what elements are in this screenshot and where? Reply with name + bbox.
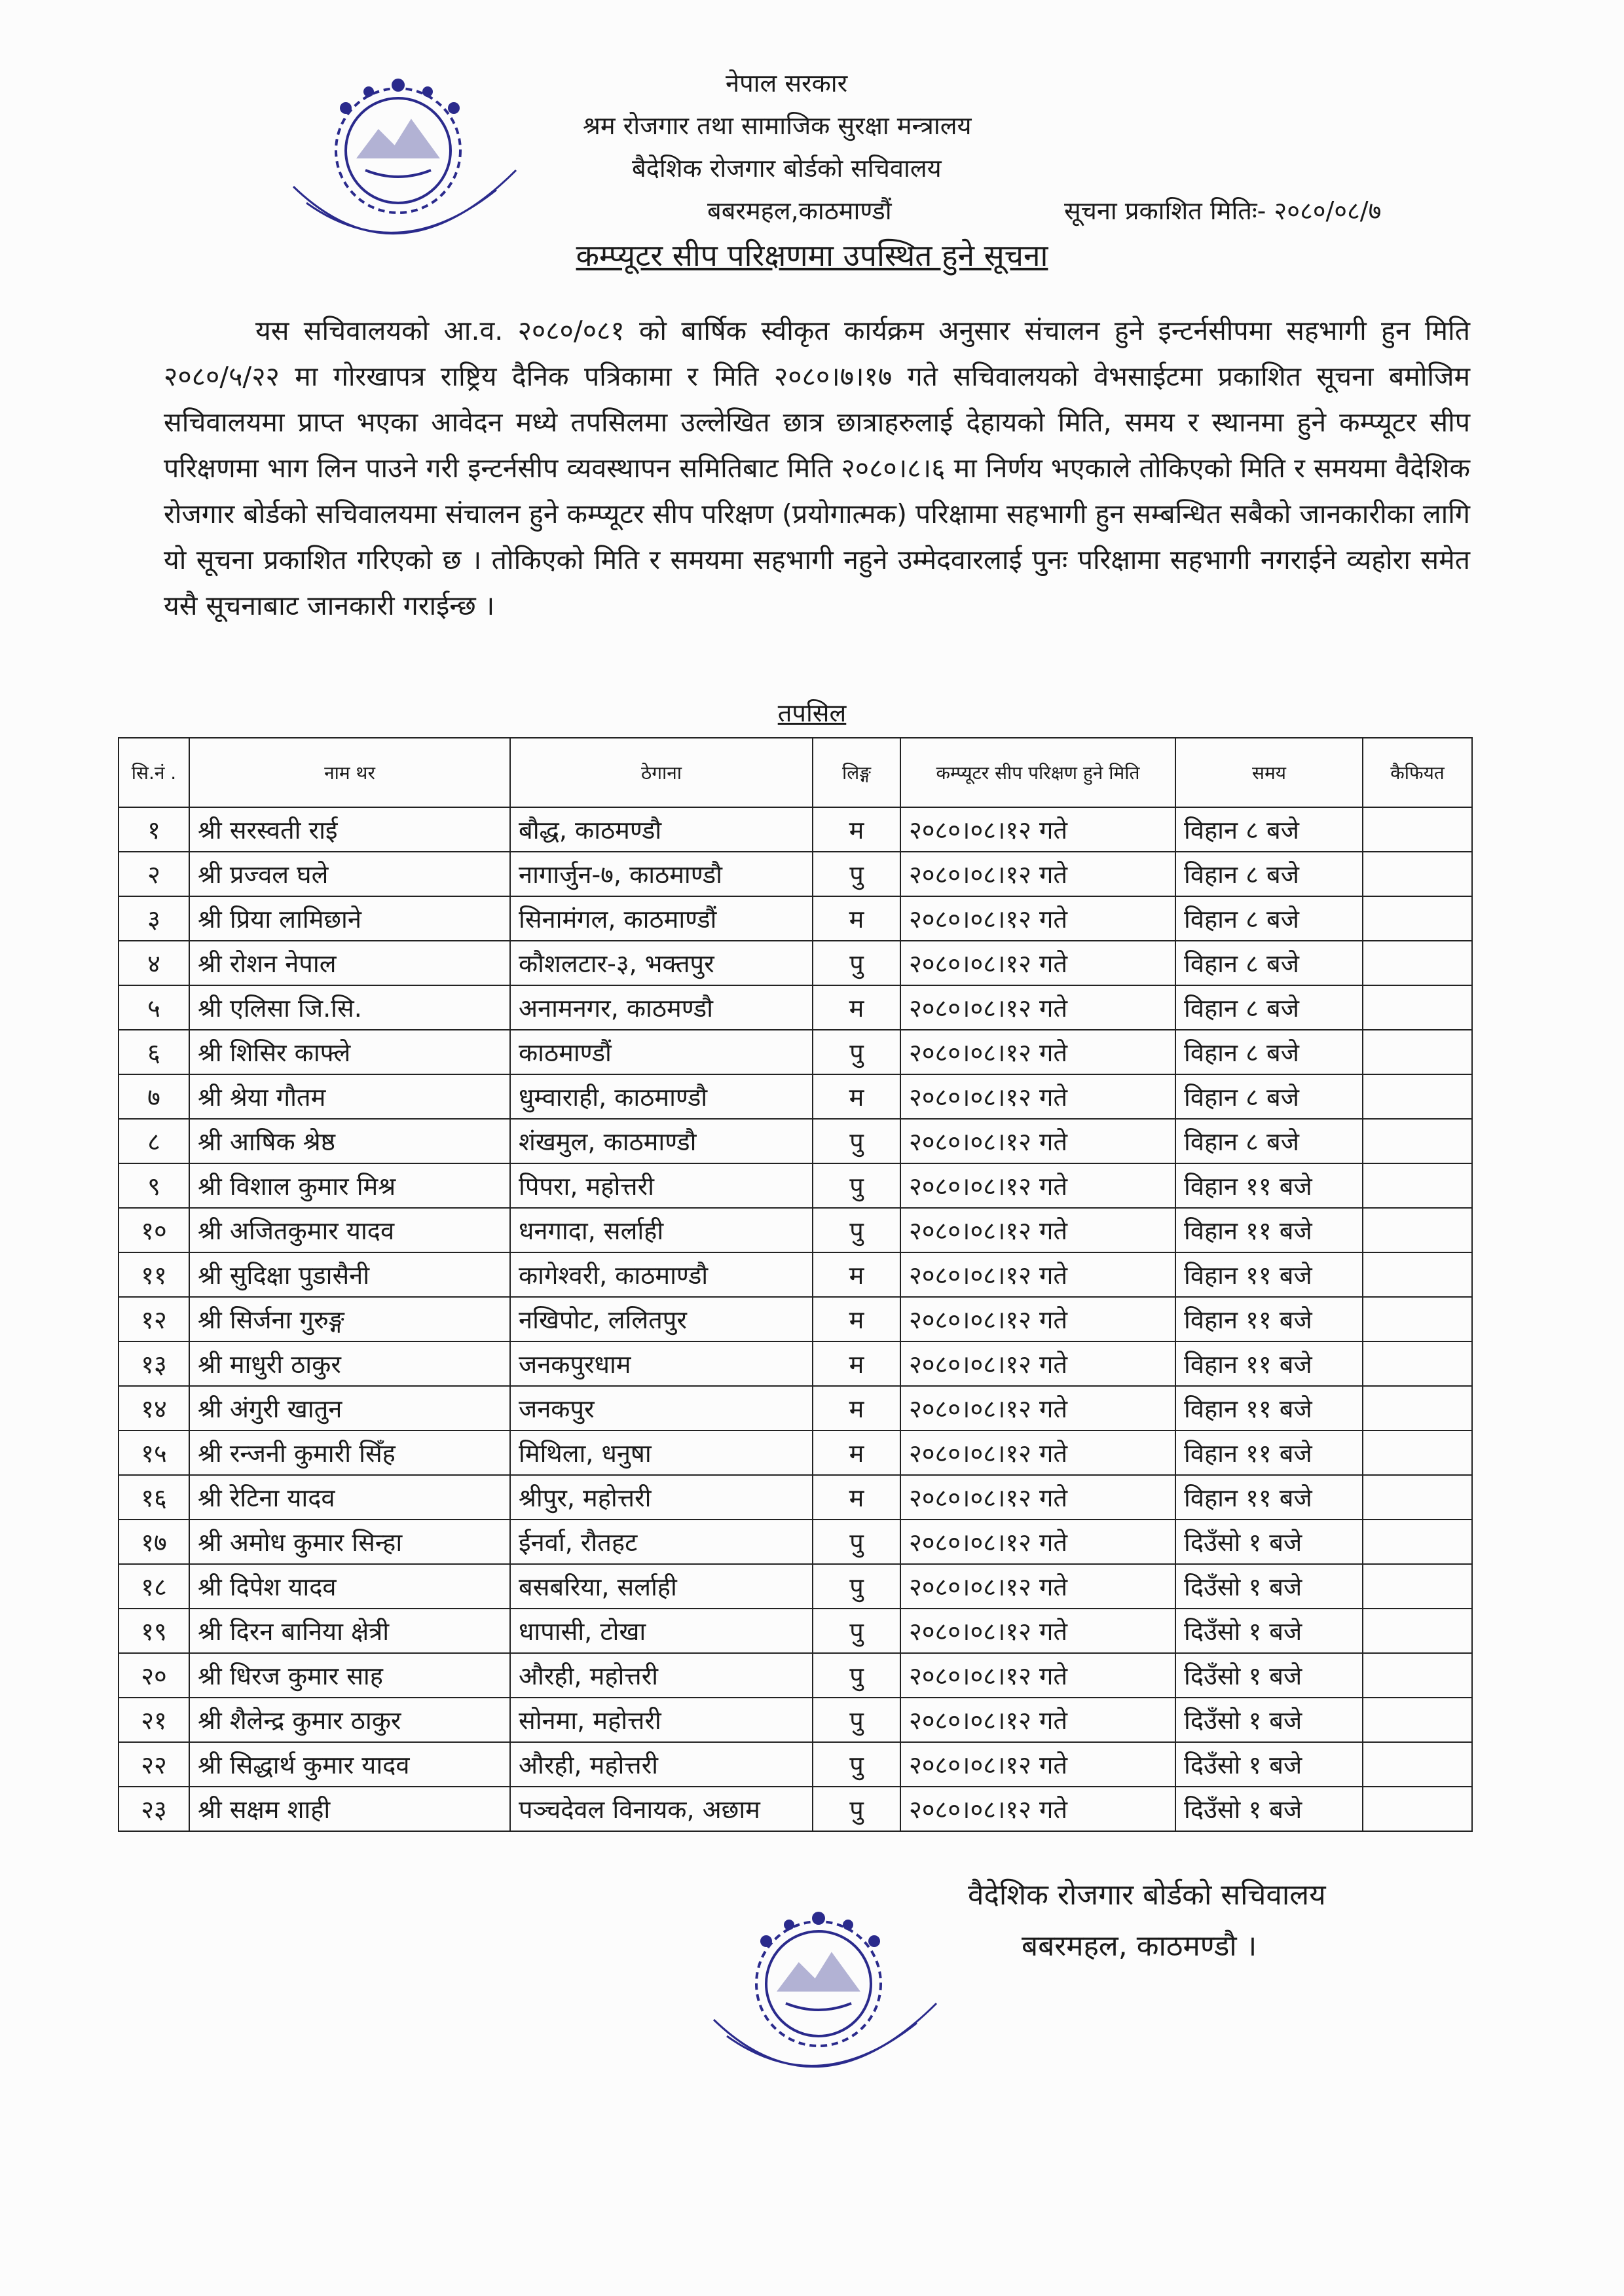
cell-name: श्री आषिक श्रेष्ठ: [189, 1119, 510, 1163]
cell-remarks: [1363, 985, 1472, 1030]
cell-time: दिउँसो १ बजे: [1175, 1742, 1363, 1787]
cell-gender: म: [813, 1074, 900, 1119]
cell-name: श्री विशाल कुमार मिश्र: [189, 1163, 510, 1208]
cell-name: श्री सिर्जना गुरुङ्ग: [189, 1297, 510, 1341]
table-row: [119, 1787, 1472, 1831]
cell-remarks: [1363, 1030, 1472, 1074]
col-remarks: कैफियत: [1363, 738, 1472, 807]
table-row: [119, 1208, 1472, 1252]
cell-time: विहान ८ बजे: [1175, 1074, 1363, 1119]
cell-serial: २१: [119, 1698, 189, 1742]
cell-address: ईनर्वा, रौतहट: [510, 1520, 813, 1564]
cell-serial: ५: [119, 985, 189, 1030]
cell-address: अनामनगर, काठमण्डौ: [510, 985, 813, 1030]
cell-address: शंखमुल, काठमाण्डौ: [510, 1119, 813, 1163]
cell-gender: म: [813, 807, 900, 852]
cell-address: जनकपुर: [510, 1386, 813, 1430]
cell-time: दिउँसो १ बजे: [1175, 1653, 1363, 1698]
cell-address: पिपरा, महोत्तरी: [510, 1163, 813, 1208]
cell-address: श्रीपुर, महोत्तरी: [510, 1475, 813, 1520]
cell-serial: १५: [119, 1430, 189, 1475]
table-row: [119, 1430, 1472, 1475]
cell-remarks: [1363, 1252, 1472, 1297]
cell-test-date: २०८०।०८।१२ गते: [900, 1030, 1175, 1074]
cell-name: श्री सुदिक्षा पुडासैनी: [189, 1252, 510, 1297]
cell-test-date: २०८०।०८।१२ गते: [900, 1564, 1175, 1609]
col-test-date: कम्प्यूटर सीप परिक्षण हुने मिति: [900, 738, 1175, 807]
candidate-table: [118, 737, 1473, 1832]
cell-test-date: २०८०।०८।१२ गते: [900, 1386, 1175, 1430]
published-date: सूचना प्रकाशित मितिः- २०८०/०८/७: [1064, 196, 1382, 225]
cell-time: दिउँसो १ बजे: [1175, 1787, 1363, 1831]
table-row: [119, 1341, 1472, 1386]
cell-time: विहान ११ बजे: [1175, 1430, 1363, 1475]
cell-name: श्री सरस्वती राई: [189, 807, 510, 852]
cell-remarks: [1363, 1074, 1472, 1119]
cell-gender: म: [813, 1430, 900, 1475]
footer-location: बबरमहल, काठमण्डौ ।: [1022, 1929, 1257, 1963]
cell-serial: ४: [119, 941, 189, 985]
cell-name: श्री माधुरी ठाकुर: [189, 1341, 510, 1386]
cell-serial: १८: [119, 1564, 189, 1609]
notice-body: यस सचिवालयको आ.व. २०८०/०८१ को बार्षिक स्वीकृत कार्यक्रम अनुसार संचालन हुने इन्टर्नसीपमा सहभागी हुन मिति २०८०/५/२२ मा गोरखापत्र राष्ट्रिय दैनिक पत्रिकामा र मिति २०८०।७।१७ गते सचिवालयको वेभसाईटमा प्रकाशित सूचना बमोजिम सचिवालयमा प्राप्त भएका आवेदन मध्ये तपसिलमा उल्लेखित छात्र छात्राहरुलाई देहायको मिति, समय र स्थानमा हुने कम्प्यूटर सीप परिक्षणमा भाग लिन पाउने गरी इन्टर्नसीप व्यवस्थापन समितिबाट मिति २०८०।८।६ मा निर्णय भएकाले तोकिएको मिति र समयमा वैदेशिक रोजगार बोर्डको सचिवालयमा संचालन हुने कम्प्यूटर सीप परिक्षण (प्रयोगात्मक) परिक्षामा सहभागी हुन सम्बन्धित सबैको जानकारीका लागि यो सूचना प्रकाशित गरिएको छ । तोकिएको मिति र समयमा सहभागी नहुने उम्मेदवारलाई पुनः परिक्षामा सहभागी नगराईने व्यहोरा समेत यसै सूचनाबाट जानकारी गराईन्छ ।: [164, 315, 1470, 621]
cell-serial: २३: [119, 1787, 189, 1831]
cell-time: विहान ८ बजे: [1175, 852, 1363, 896]
cell-test-date: २०८०।०८।१२ गते: [900, 1609, 1175, 1653]
table-row: [119, 1475, 1472, 1520]
cell-test-date: २०८०।०८।१२ गते: [900, 1119, 1175, 1163]
cell-remarks: [1363, 1609, 1472, 1653]
cell-address: पञ्चदेवल विनायक, अछाम: [510, 1787, 813, 1831]
cell-address: बसबरिया, सर्लाही: [510, 1564, 813, 1609]
cell-remarks: [1363, 1119, 1472, 1163]
cell-test-date: २०८०।०८।१२ गते: [900, 1653, 1175, 1698]
cell-gender: पु: [813, 1787, 900, 1831]
cell-name: श्री दिरन बानिया क्षेत्री: [189, 1609, 510, 1653]
cell-time: दिउँसो १ बजे: [1175, 1609, 1363, 1653]
cell-test-date: २०८०।०८।१२ गते: [900, 1520, 1175, 1564]
cell-name: श्री दिपेश यादव: [189, 1564, 510, 1609]
cell-address: मिथिला, धनुषा: [510, 1430, 813, 1475]
cell-serial: १४: [119, 1386, 189, 1430]
header-ministry: श्रम रोजगार तथा सामाजिक सुरक्षा मन्त्रालय: [583, 111, 972, 140]
table-row: [119, 1698, 1472, 1742]
cell-time: विहान ८ बजे: [1175, 941, 1363, 985]
cell-gender: पु: [813, 1119, 900, 1163]
cell-test-date: २०८०।०८।१२ गते: [900, 852, 1175, 896]
cell-serial: ३: [119, 896, 189, 941]
table-row: [119, 1119, 1472, 1163]
cell-gender: म: [813, 985, 900, 1030]
cell-gender: पु: [813, 1520, 900, 1564]
cell-time: विहान ११ बजे: [1175, 1341, 1363, 1386]
table-row: [119, 1252, 1472, 1297]
col-time: समय: [1175, 738, 1363, 807]
table-row: [119, 1564, 1472, 1609]
cell-gender: पु: [813, 1163, 900, 1208]
cell-test-date: २०८०।०८।१२ गते: [900, 1074, 1175, 1119]
cell-time: विहान ११ बजे: [1175, 1208, 1363, 1252]
cell-remarks: [1363, 807, 1472, 852]
cell-time: विहान ११ बजे: [1175, 1297, 1363, 1341]
cell-name: श्री प्रिया लामिछाने: [189, 896, 510, 941]
cell-serial: २२: [119, 1742, 189, 1787]
cell-time: विहान ११ बजे: [1175, 1252, 1363, 1297]
cell-remarks: [1363, 1475, 1472, 1520]
cell-test-date: २०८०।०८।१२ गते: [900, 1430, 1175, 1475]
cell-serial: ७: [119, 1074, 189, 1119]
table-row: [119, 985, 1472, 1030]
cell-serial: १०: [119, 1208, 189, 1252]
cell-name: श्री धिरज कुमार साह: [189, 1653, 510, 1698]
cell-remarks: [1363, 1341, 1472, 1386]
cell-name: श्री प्रज्वल घले: [189, 852, 510, 896]
cell-remarks: [1363, 1698, 1472, 1742]
cell-gender: पु: [813, 1653, 900, 1698]
cell-remarks: [1363, 1564, 1472, 1609]
table-header-row: [119, 738, 1472, 807]
table-row: [119, 941, 1472, 985]
table-row: [119, 1163, 1472, 1208]
cell-address: कौशलटार-३, भक्तपुर: [510, 941, 813, 985]
table-row: [119, 852, 1472, 896]
table-row: [119, 1386, 1472, 1430]
cell-address: धापासी, टोखा: [510, 1609, 813, 1653]
cell-address: सोनमा, महोत्तरी: [510, 1698, 813, 1742]
cell-address: बौद्ध, काठमण्डौ: [510, 807, 813, 852]
cell-remarks: [1363, 896, 1472, 941]
cell-remarks: [1363, 1430, 1472, 1475]
header-government: नेपाल सरकार: [726, 69, 848, 98]
cell-name: श्री सिद्धार्थ कुमार यादव: [189, 1742, 510, 1787]
cell-name: श्री अंगुरी खातुन: [189, 1386, 510, 1430]
cell-time: दिउँसो १ बजे: [1175, 1520, 1363, 1564]
cell-time: विहान ११ बजे: [1175, 1475, 1363, 1520]
seal-bottom: [688, 1886, 963, 2121]
cell-time: दिउँसो १ बजे: [1175, 1564, 1363, 1609]
cell-serial: २: [119, 852, 189, 896]
cell-name: श्री अजितकुमार यादव: [189, 1208, 510, 1252]
cell-test-date: २०८०।०८।१२ गते: [900, 1698, 1175, 1742]
cell-name: श्री अमोध कुमार सिन्हा: [189, 1520, 510, 1564]
header-location: बबरमहल,काठमाण्डौं: [707, 196, 892, 225]
cell-test-date: २०८०।०८।१२ गते: [900, 1742, 1175, 1787]
cell-gender: पु: [813, 1742, 900, 1787]
cell-time: विहान ८ बजे: [1175, 1030, 1363, 1074]
cell-serial: १: [119, 807, 189, 852]
col-name: नाम थर: [189, 738, 510, 807]
cell-test-date: २०८०।०८।१२ गते: [900, 1297, 1175, 1341]
cell-time: दिउँसो १ बजे: [1175, 1698, 1363, 1742]
cell-gender: पु: [813, 1609, 900, 1653]
cell-serial: ९: [119, 1163, 189, 1208]
cell-test-date: २०८०।०८।१२ गते: [900, 1787, 1175, 1831]
cell-address: कागेश्वरी, काठमाण्डौ: [510, 1252, 813, 1297]
cell-test-date: २०८०।०८।१२ गते: [900, 896, 1175, 941]
cell-test-date: २०८०।०८।१२ गते: [900, 941, 1175, 985]
cell-test-date: २०८०।०८।१२ गते: [900, 985, 1175, 1030]
cell-serial: २०: [119, 1653, 189, 1698]
cell-address: औरही, महोत्तरी: [510, 1653, 813, 1698]
cell-serial: १३: [119, 1341, 189, 1386]
col-serial: सि.नं .: [119, 738, 189, 807]
cell-name: श्री सक्षम शाही: [189, 1787, 510, 1831]
cell-gender: म: [813, 896, 900, 941]
cell-address: जनकपुरधाम: [510, 1341, 813, 1386]
header-office: बैदेशिक रोजगार बोर्डको सचिवालय: [632, 154, 942, 183]
cell-gender: पु: [813, 1564, 900, 1609]
table-row: [119, 1297, 1472, 1341]
cell-time: विहान ८ बजे: [1175, 985, 1363, 1030]
cell-gender: पु: [813, 1698, 900, 1742]
cell-name: श्री श्रेया गौतम: [189, 1074, 510, 1119]
cell-gender: म: [813, 1475, 900, 1520]
cell-gender: पु: [813, 852, 900, 896]
cell-remarks: [1363, 1163, 1472, 1208]
table-caption: तपसिल: [777, 699, 847, 727]
cell-time: विहान ८ बजे: [1175, 1119, 1363, 1163]
notice-title: कम्प्यूटर सीप परिक्षणमा उपस्थित हुने सूचना: [576, 238, 1048, 273]
cell-remarks: [1363, 1787, 1472, 1831]
cell-remarks: [1363, 1653, 1472, 1698]
cell-remarks: [1363, 852, 1472, 896]
cell-address: धनगादा, सर्लाही: [510, 1208, 813, 1252]
cell-name: श्री रोशन नेपाल: [189, 941, 510, 985]
cell-address: नखिपोट, ललितपुर: [510, 1297, 813, 1341]
cell-serial: १६: [119, 1475, 189, 1520]
cell-gender: म: [813, 1341, 900, 1386]
cell-name: श्री रेटिना यादव: [189, 1475, 510, 1520]
col-address: ठेगाना: [510, 738, 813, 807]
col-gender: लिङ्ग: [813, 738, 900, 807]
cell-name: श्री शैलेन्द्र कुमार ठाकुर: [189, 1698, 510, 1742]
cell-test-date: २०८०।०८।१२ गते: [900, 1475, 1175, 1520]
cell-time: विहान ८ बजे: [1175, 896, 1363, 941]
table-row: [119, 1653, 1472, 1698]
cell-address: सिनामंगल, काठमाण्डौं: [510, 896, 813, 941]
cell-name: श्री एलिसा जि.सि.: [189, 985, 510, 1030]
cell-address: नागार्जुन-७, काठमाण्डौ: [510, 852, 813, 896]
cell-remarks: [1363, 1297, 1472, 1341]
cell-gender: म: [813, 1252, 900, 1297]
table-row: [119, 1030, 1472, 1074]
cell-name: श्री रन्जनी कुमारी सिँह: [189, 1430, 510, 1475]
cell-remarks: [1363, 1520, 1472, 1564]
cell-serial: ११: [119, 1252, 189, 1297]
cell-gender: म: [813, 1386, 900, 1430]
cell-remarks: [1363, 1208, 1472, 1252]
table-row: [119, 1074, 1472, 1119]
cell-gender: म: [813, 1297, 900, 1341]
cell-gender: पु: [813, 941, 900, 985]
cell-serial: ६: [119, 1030, 189, 1074]
cell-gender: पु: [813, 1030, 900, 1074]
cell-serial: १२: [119, 1297, 189, 1341]
cell-test-date: २०८०।०८।१२ गते: [900, 1341, 1175, 1386]
cell-serial: १७: [119, 1520, 189, 1564]
cell-remarks: [1363, 941, 1472, 985]
cell-remarks: [1363, 1386, 1472, 1430]
cell-serial: ८: [119, 1119, 189, 1163]
table-row: [119, 1609, 1472, 1653]
cell-time: विहान ११ बजे: [1175, 1163, 1363, 1208]
cell-remarks: [1363, 1742, 1472, 1787]
cell-test-date: २०८०।०८।१२ गते: [900, 807, 1175, 852]
table-row: [119, 896, 1472, 941]
cell-time: विहान ८ बजे: [1175, 807, 1363, 852]
table-row: [119, 807, 1472, 852]
table-row: [119, 1520, 1472, 1564]
cell-gender: पु: [813, 1208, 900, 1252]
footer-office: वैदेशिक रोजगार बोर्डको सचिवालय: [968, 1878, 1326, 1912]
cell-test-date: २०८०।०८।१२ गते: [900, 1252, 1175, 1297]
cell-address: काठमाण्डौं: [510, 1030, 813, 1074]
cell-test-date: २०८०।०८।१२ गते: [900, 1163, 1175, 1208]
cell-address: औरही, महोत्तरी: [510, 1742, 813, 1787]
cell-address: धुम्वाराही, काठमाण्डौ: [510, 1074, 813, 1119]
cell-test-date: २०८०।०८।१२ गते: [900, 1208, 1175, 1252]
cell-time: विहान ११ बजे: [1175, 1386, 1363, 1430]
cell-name: श्री शिसिर काफ्ले: [189, 1030, 510, 1074]
cell-serial: १९: [119, 1609, 189, 1653]
table-row: [119, 1742, 1472, 1787]
